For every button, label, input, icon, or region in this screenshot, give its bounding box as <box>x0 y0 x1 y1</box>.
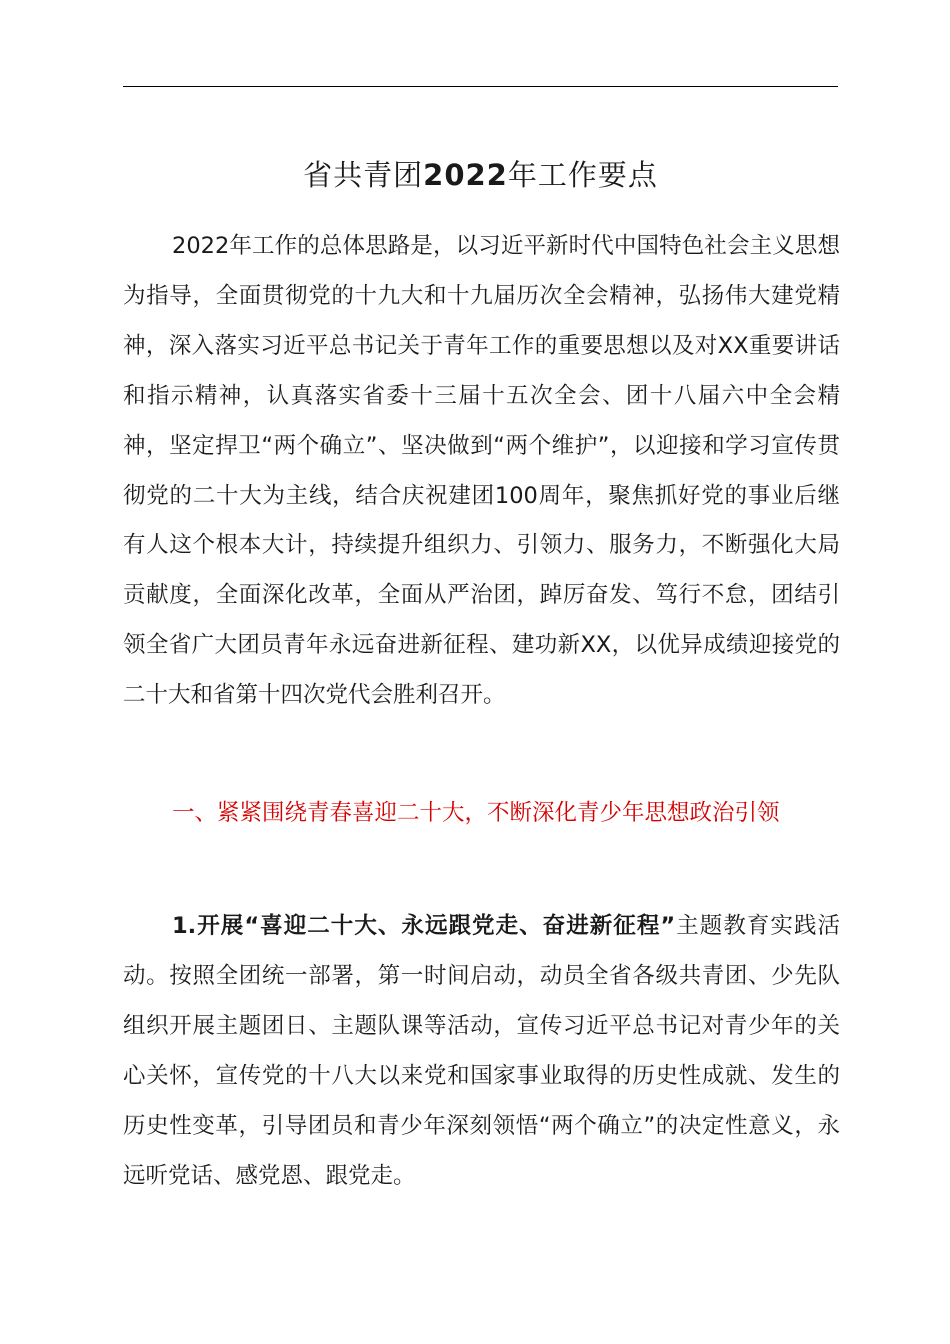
item-1-body: 主题教育实践活动。按照全团统一部署，第一时间启动，动员全省各级共青团、少先队组织开展主题团日、主题队课等活动，宣传习近平总书记对青少年的关心关怀，宣传党的十八大以来党和国家事业取得的历史性成就、发生的历史性变革，引导团员和青少年深刻领悟“两个确立”的决定性意义，永远听党话、感党恩、跟党走。 <box>123 913 840 1189</box>
title-year: 2022 <box>423 158 508 192</box>
document-title <box>123 148 838 202</box>
section-1-heading: 一、紧紧围绕青春喜迎二十大，不断深化青少年思想政治引领 <box>172 800 780 826</box>
title-suffix: 年工作要点 <box>507 158 658 192</box>
intro-paragraph: 2022年工作的总体思路是，以习近平新时代中国特色社会主义思想为指导，全面贯彻党的十九大和十九届历次全会精神，弘扬伟大建党精神，深入落实习近平总书记关于青年工作的重要思想以及对XX重要讲话和指示精神，认真落实省委十三届十五次全会、团十八届六中全会精神，坚定捍卫“两个确立”、坚决做到“两个维护”，以迎接和学习宣传贯彻党的二十大为主线，结合庆祝建团100周年，聚焦抓好党的事业后继有人这个根本大计，持续提升组织力、引领力、服务力，不断强化大局贡献度，全面深化改革，全面从严治团，踔厉奋发、笃行不怠，团结引领全省广大团员青年永远奋进新征程、建功新XX，以优异成绩迎接党的二十大和省第十四次党代会胜利召开。 <box>123 233 840 709</box>
header-rule <box>123 86 838 87</box>
title-prefix: 省共青团 <box>303 158 424 192</box>
item-1-lead: 1.开展“喜迎二十大、永远跟党走、奋进新征程” <box>172 913 676 939</box>
item-1-paragraph <box>123 902 840 1201</box>
